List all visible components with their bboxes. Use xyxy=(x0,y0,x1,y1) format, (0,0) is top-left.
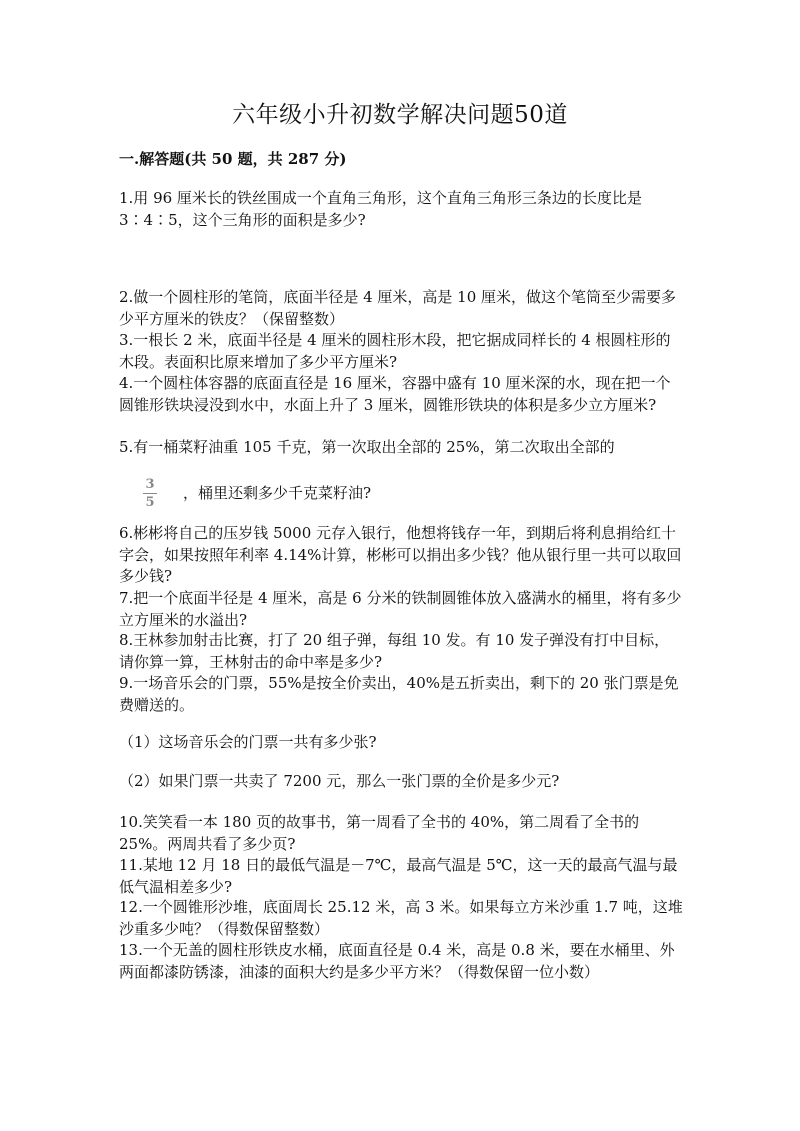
question-10: 10.笑笑看一本 180 页的故事书，第一周看了全书的 40%，第二周看了全书的 25%。两周共看了多少页? xyxy=(119,813,640,853)
question-9-sub-2: （2）如果门票一共卖了 7200 元，那么一张门票的全价是多少元? xyxy=(119,772,560,790)
fraction-denominator: 5 xyxy=(145,495,155,510)
question-12: 12.一个圆锥形沙堆，底面周长 25.12 米，高 3 米。如果每立方米沙重 1.7 吨，这堆沙重多少吨？（得数保留整数） xyxy=(119,898,683,938)
question-11: 11.某地 12 月 18 日的最低气温是－7℃，最高气温是 5℃，这一天的最高气温与最低气温相差多少? xyxy=(119,856,678,896)
question-6: 6.彬彬将自己的压岁钱 5000 元存入银行，他想将钱存一年，到期后将利息捐给红十字会，如果按照年利率 4.14%计算，彬彬可以捐出多少钱？他从银行里一共可以取回多少钱? xyxy=(119,524,682,585)
question-5-part-b: ，桶里还剩多少千克菜籽油? xyxy=(183,484,372,502)
page-title: 六年级小升初数学解决问题50道 xyxy=(232,102,568,128)
question-1: 1.用 96 厘米长的铁丝围成一个直角三角形，这个直角三角形三条边的长度比是 3∶4∶5，这个三角形的面积是多少? xyxy=(119,189,642,229)
fraction-three-fifths xyxy=(143,478,157,510)
fraction-bar xyxy=(143,493,157,494)
question-2: 2.做一个圆柱形的笔筒，底面半径是 4 厘米，高是 10 厘米，做这个笔筒至少需要多少平方厘米的铁皮？（保留整数） xyxy=(119,288,677,328)
question-9: 9.一场音乐会的门票，55%是按全价卖出，40%是五折卖出，剩下的 20 张门票是免费赠送的。 xyxy=(119,674,679,714)
question-4: 4.一个圆柱体容器的底面直径是 16 厘米，容器中盛有 10 厘米深的水，现在把一个圆锥形铁块浸没到水中，水面上升了 3 厘米，圆锥形铁块的体积是多少立方厘米? xyxy=(119,374,671,414)
question-7: 7.把一个底面半径是 4 厘米，高是 6 分米的铁制圆锥体放入盛满水的桶里，将有多少立方厘米的水溢出? xyxy=(119,589,682,629)
question-13: 13.一个无盖的圆柱形铁皮水桶，底面直径是 0.4 米，高是 0.8 米，要在水桶里、外两面都漆防锈漆，油漆的面积大约是多少平方米？（得数保留一位小数） xyxy=(119,941,675,981)
question-8: 8.王林参加射击比赛，打了 20 组子弹，每组 10 发。有 10 发子弹没有打中目标，请你算一算，王林射击的命中率是多少? xyxy=(119,631,670,671)
section-heading: 一.解答题(共 50 题，共 287 分) xyxy=(119,150,347,168)
question-9-sub-1: （1）这场音乐会的门票一共有多少张? xyxy=(119,733,377,751)
fraction-numerator: 3 xyxy=(145,477,155,492)
question-3: 3.一根长 2 米，底面半径是 4 厘米的圆柱形木段，把它据成同样长的 4 根圆柱形的木段。表面积比原来增加了多少平方厘米? xyxy=(119,331,671,371)
question-5-part-a: 5.有一桶菜籽油重 105 千克，第一次取出全部的 25%，第二次取出全部的 xyxy=(119,438,615,456)
